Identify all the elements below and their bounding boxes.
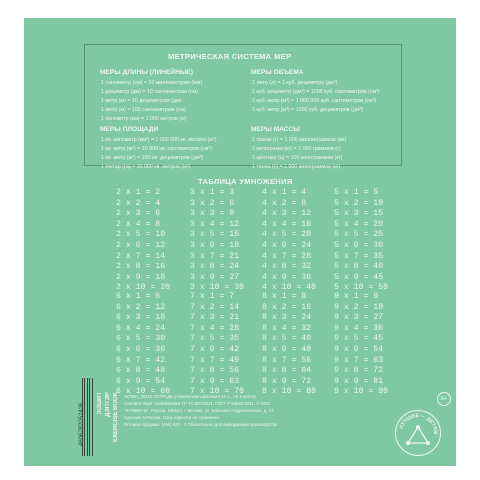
age-rating-badge: 6+: [437, 392, 451, 406]
footer-line: 127581_05112 ТЕТРАДЬ ученическая школьная 12 л., А5 в клетку.: [124, 394, 257, 399]
seal-emblem-icon: [396, 411, 440, 455]
side-label: EXERCISE BOOK: [113, 392, 119, 443]
quality-seal: [395, 410, 441, 456]
multiplication-title: ТАБЛИЦА УМНОЖЕНИЯ: [198, 177, 293, 186]
footer-line: "ХАТБЕР-М", Россия, 109544, г. Москва, ул. Большая Андроньевская, д. 17.: [124, 408, 275, 413]
mult-column-2: 2 x 1 = 2 2 x 2 = 4 2 x 3 = 6 2 x 4 = 8 2 x 5 = 10 2 x 6 = 12 2 x 7 = 14 2 x 8 = 16 2 x 9 = 18 2 x 10 = 20: [116, 188, 171, 293]
mass-line: 1 килограмм (кг) = 1 000 граммов (г): [252, 146, 341, 152]
volume-heading: МЕРЫ ОБЪЕМА: [251, 69, 304, 76]
mult-column-7: 7 x 1 = 7 7 x 2 = 14 7 x 3 = 21 7 x 4 = 28 7 x 5 = 35 7 x 6 = 42 7 x 7 = 49 7 x 8 = 56 7 x 9 = 63 7 x 10 = 70: [190, 292, 245, 397]
length-line: 1 дециметр (дм) = 10 сантиметрам (см): [101, 89, 198, 95]
mult-column-4: 4 x 1 = 4 4 x 2 = 8 4 x 3 = 12 4 x 4 = 16 4 x 5 = 20 4 x 6 = 24 4 x 7 = 28 4 x 8 = 32 4 x 9 = 36 4 x 10 = 40: [262, 188, 317, 293]
svg-text:ЛУЧШЕЕ — ДЕТЯМ: [399, 413, 438, 435]
footer-line: Соответствует требованиям ТР ТС 007/2011, ГОСТ Р 54543-2011. © ООО: [124, 401, 271, 406]
mult-column-9: 9 x 1 = 9 9 x 2 = 18 9 x 3 = 27 9 x 4 = 36 9 x 5 = 45 9 x 6 = 54 9 x 7 = 63 9 x 8 = 72 9 x 9 = 81 9 x 10 = 90: [334, 292, 389, 397]
area-line: 1 гектар (га) = 10 000 кв. метров (м²): [101, 164, 191, 170]
barcode-number: 4606782052426: [79, 402, 85, 446]
mass-line: 1 грамм (г) = 1 000 миллиграммов (мг): [252, 137, 347, 143]
mult-column-6: 6 x 1 = 6 6 x 2 = 12 6 x 3 = 18 6 x 4 = 24 6 x 5 = 30 6 x 6 = 36 6 x 7 = 42 6 x 8 = 48 6 x 9 = 54 6 x 10 = 60: [116, 292, 171, 397]
length-line: 1 сантиметр (см) = 10 миллиметрам (мм): [101, 80, 203, 86]
volume-line: 1 куб. метр (м³) = 1 000 000 куб. сантиметров (см³): [252, 98, 377, 104]
seal-text: ЛУЧШЕЕ — ДЕТЯМ: [398, 412, 439, 435]
volume-line: 1 литр (л) = 1 куб. дециметру (дм³): [252, 80, 338, 86]
mult-column-5: 5 x 1 = 5 5 x 2 = 10 5 x 3 = 15 5 x 4 = 20 5 x 5 = 25 5 x 6 = 30 5 x 7 = 35 5 x 8 = 40 5 x 9 = 45 5 x 10 = 50: [334, 188, 389, 293]
mult-column-3: 3 x 1 = 3 3 x 2 = 6 3 x 3 = 9 3 x 4 = 12 3 x 5 = 15 3 x 6 = 18 3 x 7 = 21 3 x 8 = 24 3 x 9 = 27 3 x 10 = 30: [190, 188, 245, 293]
length-line: 1 метр (м) = 100 сантиметрам (см): [101, 107, 186, 113]
area-line: 1 кв. метр (м²) = 100 кв. дециметров (дм²): [101, 155, 204, 161]
volume-line: 1 куб. метр (м³) = 1000 куб. дециметров (дм³): [252, 107, 364, 113]
mult-column-8: 8 x 1 = 8 8 x 2 = 16 8 x 3 = 24 8 x 4 = 32 8 x 5 = 40 8 x 6 = 48 8 x 7 = 56 8 x 8 = 64 8 x 9 = 72 8 x 10 = 80: [262, 292, 317, 397]
mass-heading: МЕРЫ МАССЫ: [251, 126, 300, 133]
footer-line: Оптовая продажа: (495) 925 - 2 Обязательно для информации производства: [124, 422, 278, 427]
side-label: ДЭПТЭР: [105, 392, 111, 417]
mass-line: 1 центнер (ц) = 100 килограммов (кг): [252, 155, 343, 161]
length-line: 1 метр (м) = 10 дециметрам (дм): [101, 98, 182, 104]
length-line: 1 километр (км) = 1 000 метров (м): [101, 116, 187, 122]
length-heading: МЕРЫ ДЛИНЫ (ЛИНЕЙНЫЕ): [100, 69, 193, 76]
area-line: 1 кв. километр (км²) = 1 000 000 кв. метров (м²): [101, 137, 217, 143]
side-label: ЗОШИТ: [97, 392, 103, 415]
mass-line: 1 тонна (т) = 1 000 килограммов (кг): [252, 164, 341, 170]
volume-line: 1 куб. дециметр (дм³) = 1000 куб. сантиметров (см³): [252, 89, 380, 95]
area-heading: МЕРЫ ПЛОЩАДИ: [100, 126, 159, 133]
metric-title: МЕТРИЧЕСКАЯ СИСТЕМА МЕР: [168, 52, 292, 61]
area-line: 1 кв. метр (м²) = 10 000 кв. сантиметров (см²): [101, 146, 212, 152]
footer-line: Сделано в России. Срок годности не ограничен.: [124, 415, 221, 420]
